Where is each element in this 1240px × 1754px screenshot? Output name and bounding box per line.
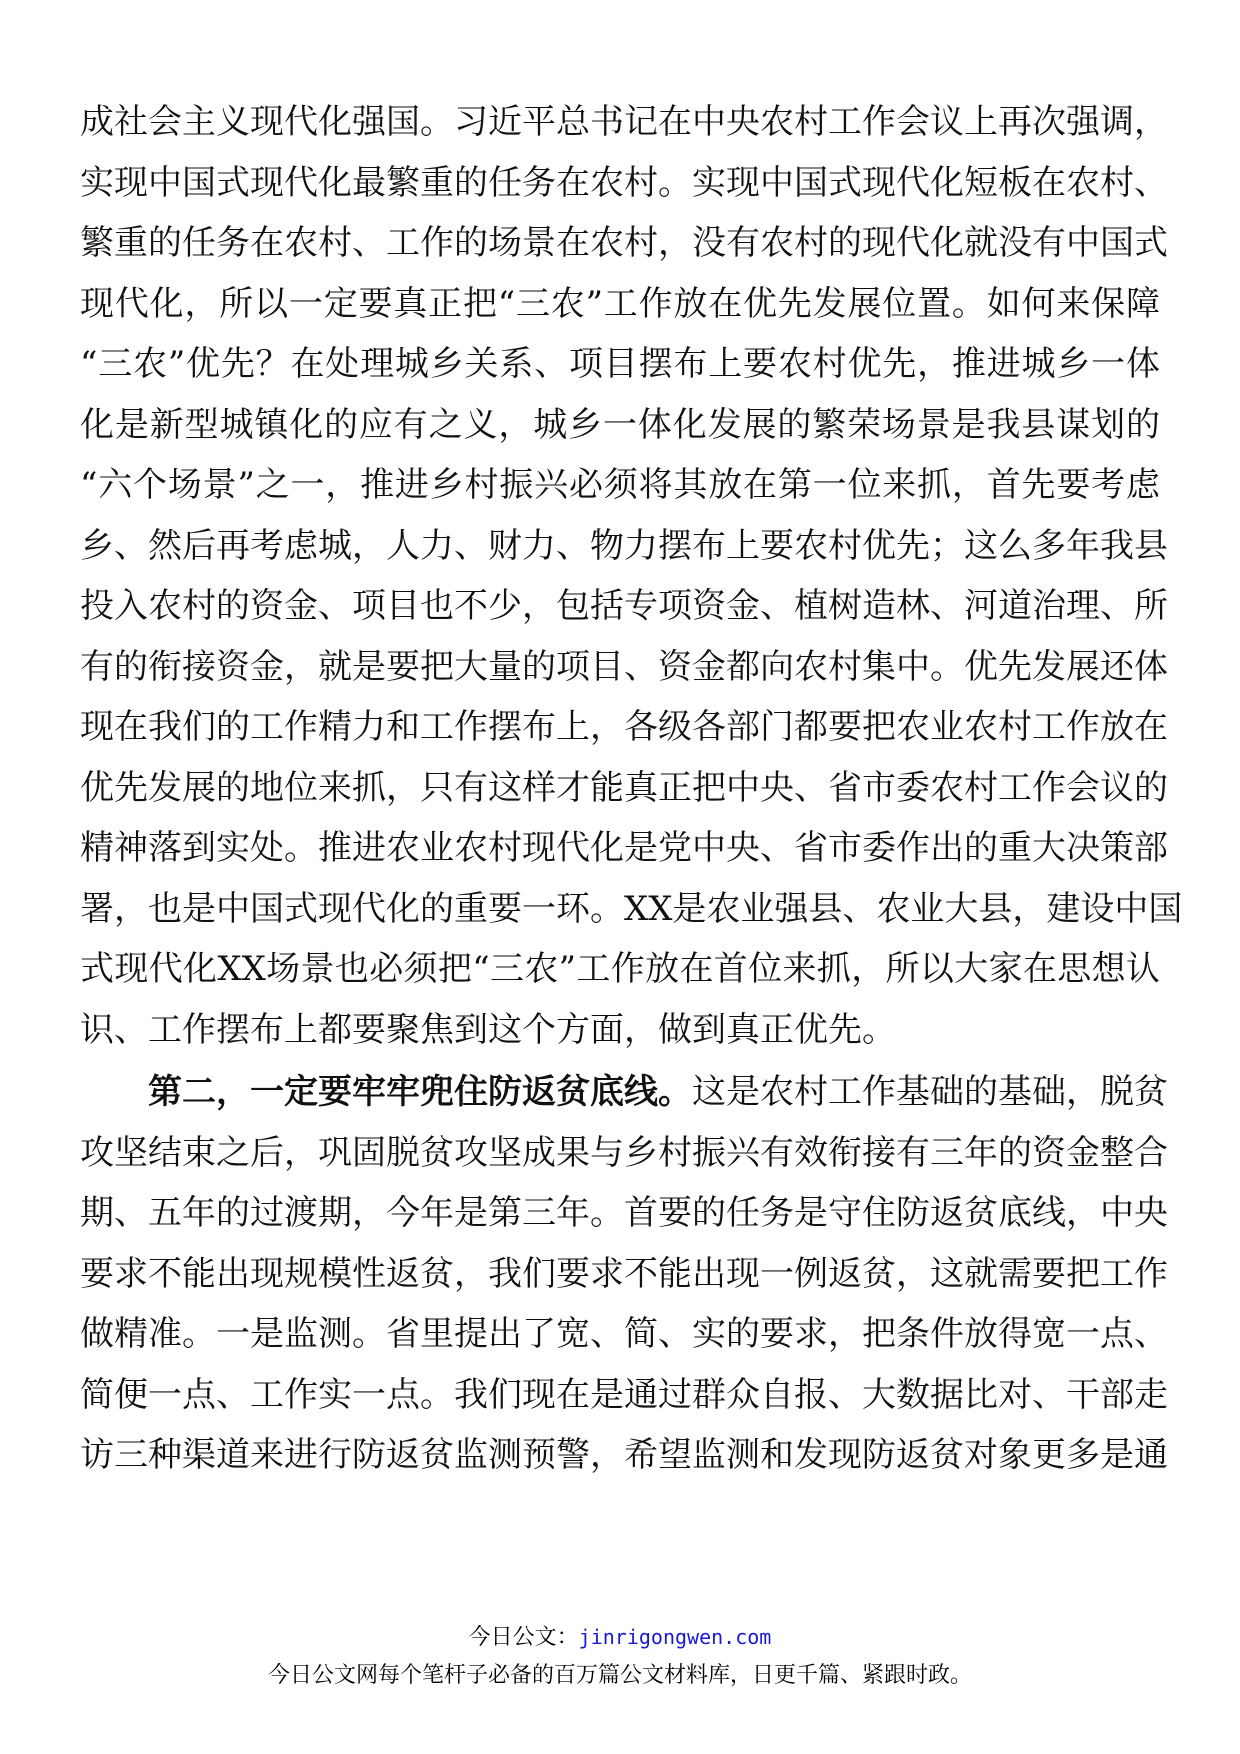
- text-line: 署，也是中国式现代化的重要一环。XX是农业强县、农业大县，建设中国: [80, 888, 1183, 929]
- text-line: 式现代化XX场景也必须把“三农”工作放在首位来抓，所以大家在思想认: [80, 949, 1160, 989]
- text-line: “六个场景”之一，推进乡村振兴必须将其放在第一位来抓，首先要考虑: [80, 465, 1160, 505]
- footer-slogan: 今日公文网每个笔杆子必备的百万篇公文材料库，日更千篇、紧跟时政。: [267, 1663, 972, 1688]
- footer-url-link[interactable]: jinrigongwen.com: [578, 1625, 772, 1649]
- text-line: 有的衔接资金，就是要把大量的项目、资金都向农村集中。优先发展还体: [80, 646, 1168, 687]
- text-line: 期、五年的过渡期，今年是第三年。首要的任务是守住防返贫底线，中央: [80, 1193, 1168, 1233]
- section-heading: 第二，一定要牢牢兜住防返贫底线。: [148, 1072, 692, 1112]
- text-line: 化是新型城镇化的应有之义，城乡一体化发展的繁荣场景是我县谋划的: [80, 404, 1160, 445]
- text-line: 乡、然后再考虑城，人力、财力、物力摆布上要农村优先；这么多年我县: [80, 525, 1168, 566]
- text-line: 做精准。一是监测。省里提出了宽、简、实的要求，把条件放得宽一点、: [80, 1314, 1168, 1354]
- paragraph-2: [80, 1062, 1168, 1486]
- text-line: 攻坚结束之后，巩固脱贫攻坚成果与乡村振兴有效衔接有三年的资金整合: [80, 1132, 1168, 1173]
- text-line: 繁重的任务在农村、工作的场景在农村，没有农村的现代化就没有中国式: [80, 223, 1168, 263]
- footer-label: 今日公文：: [468, 1625, 579, 1650]
- text-line: 现在我们的工作精力和工作摆布上，各级各部门都要把农业农村工作放在: [80, 707, 1168, 747]
- text-line: 识、工作摆布上都要聚焦到这个方面，做到真正优先。: [80, 1009, 896, 1050]
- text-span: 这是农村工作基础的基础，脱贫: [692, 1072, 1168, 1112]
- text-line: 优先发展的地位来抓，只有这样才能真正把中央、省市委农村工作会议的: [80, 767, 1168, 808]
- text-line: 要求不能出现规模性返贫，我们要求不能出现一例返贫，这就需要把工作: [80, 1253, 1168, 1294]
- document-body: [80, 92, 1183, 1486]
- text-line: 访三种渠道来进行防返贫监测预警，希望监测和发现防返贫对象更多是通: [80, 1435, 1168, 1475]
- text-line: 成社会主义现代化强国。习近平总书记在中央农村工作会议上再次强调，: [80, 102, 1168, 142]
- text-line: 简便一点、工作实一点。我们现在是通过群众自报、大数据比对、干部走: [80, 1374, 1168, 1415]
- text-line: 现代化，所以一定要真正把“三农”工作放在优先发展位置。如何来保障: [80, 283, 1160, 324]
- text-line: 投入农村的资金、项目也不少，包括专项资金、植树造林、河道治理、所: [80, 586, 1168, 626]
- paragraph-1: [80, 92, 1183, 1060]
- footer-source: [0, 1620, 1240, 1651]
- text-line: [80, 1062, 1168, 1123]
- text-line: “三农”优先？在处理城乡关系、项目摆布上要农村优先，推进城乡一体: [80, 344, 1160, 384]
- text-line: 精神落到实处。推进农业农村现代化是党中央、省市委作出的重大决策部: [80, 828, 1168, 868]
- text-line: 实现中国式现代化最繁重的任务在农村。实现中国式现代化短板在农村、: [80, 162, 1168, 203]
